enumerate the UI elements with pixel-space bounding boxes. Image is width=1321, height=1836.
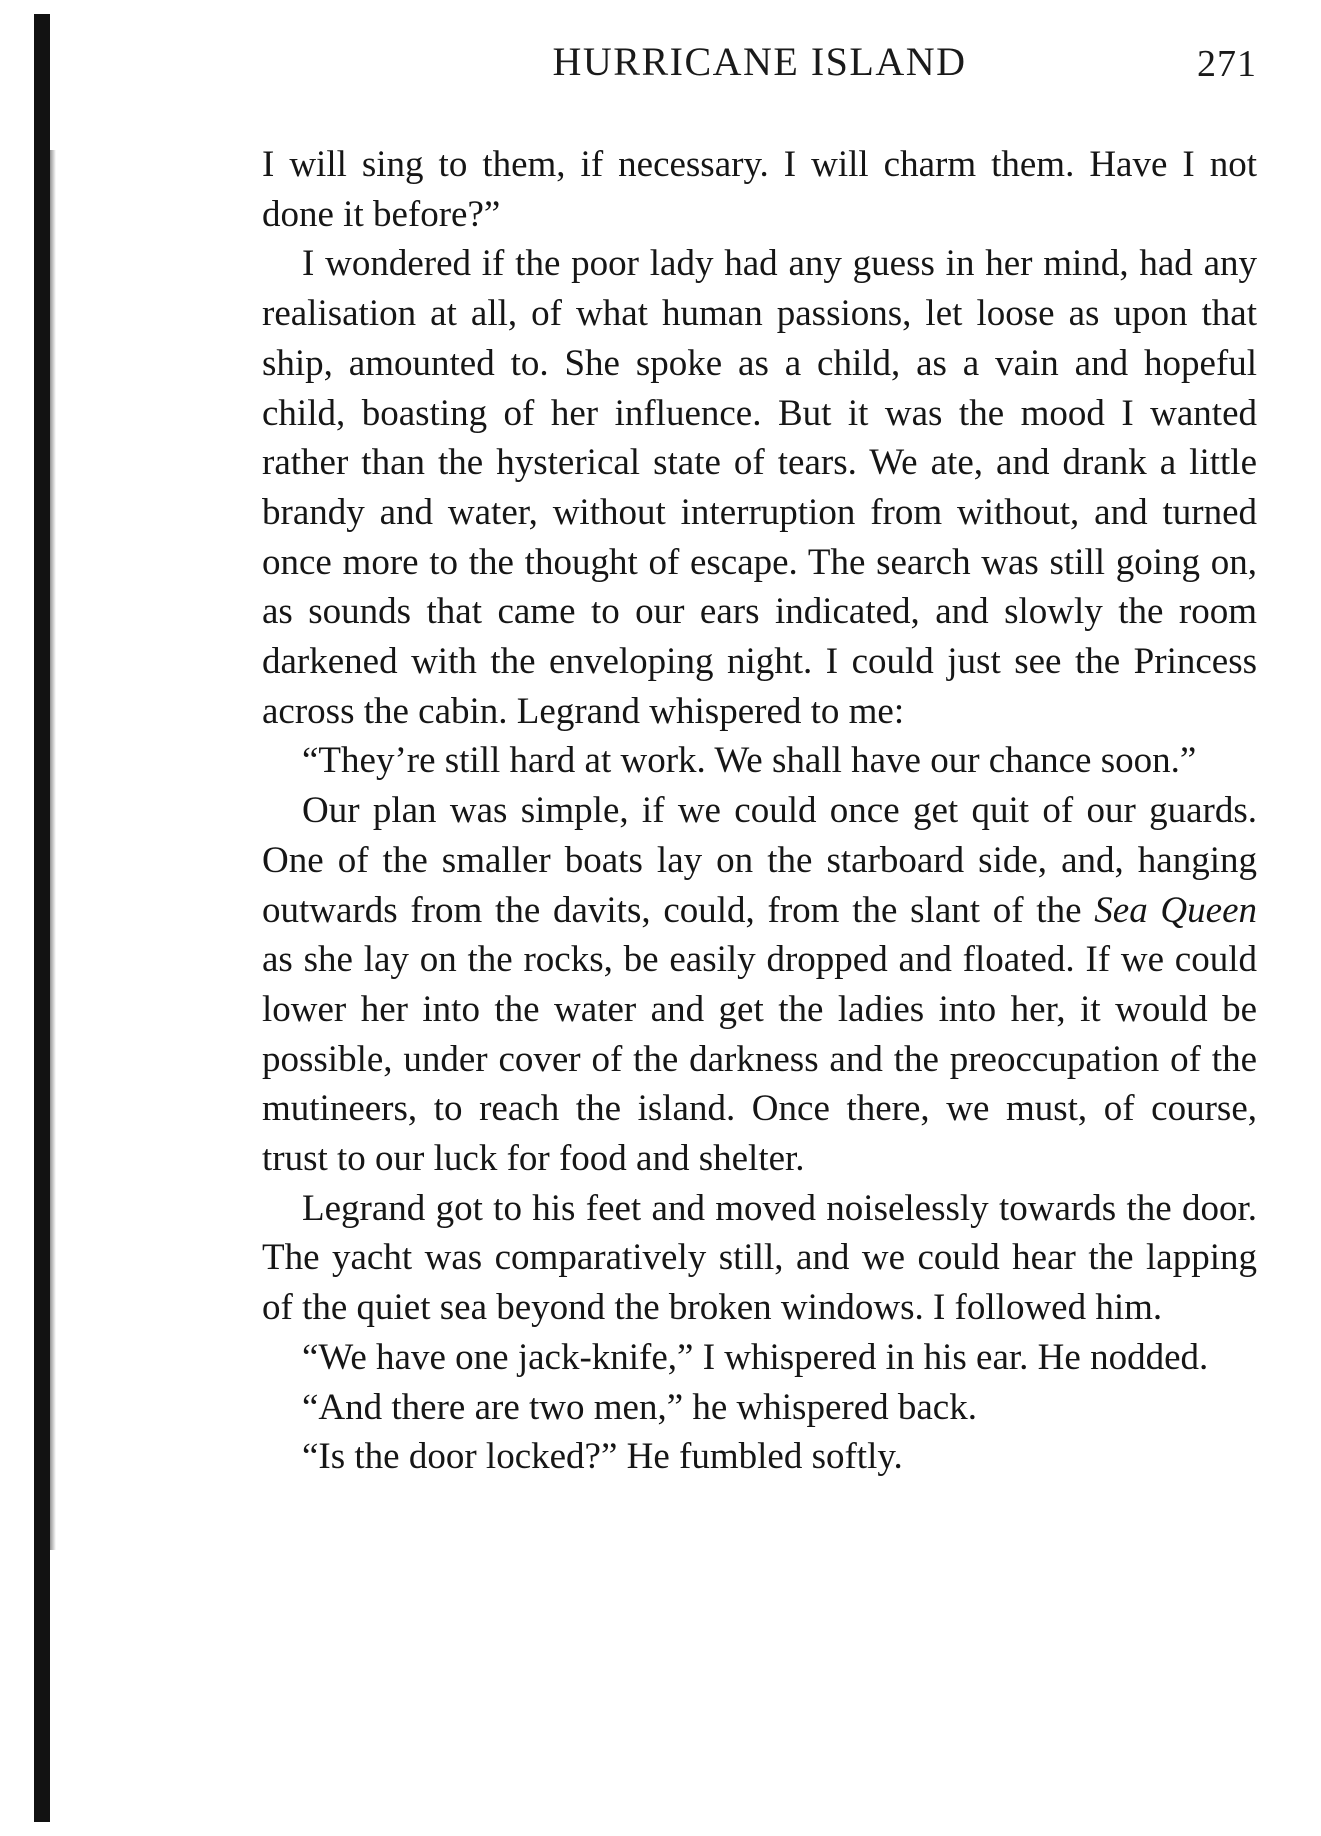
- paragraph-text: as she lay on the rocks, be easily dropped and floated. If we could lower her into the water and get the ladies into her, it would be possible, under cover of the darkness and the preoccupation of the mutineers, to reach the island. Once there, we must, of course, trust to our luck for food and shelter.: [262, 939, 1257, 1180]
- gutter-edge: [50, 150, 56, 1550]
- paragraph-dialogue: “And there are two men,” he whispered back.: [302, 1386, 977, 1428]
- ship-name: Sea Queen: [1094, 889, 1257, 931]
- running-head: HURRICANE ISLAND: [552, 39, 967, 84]
- page-header: [262, 28, 1257, 98]
- page-number: 271: [1197, 43, 1257, 85]
- paragraph-dialogue: “We have one jack-knife,” I whispered in his ear. He nodded.: [302, 1336, 1209, 1378]
- paragraph-escape-plan: [262, 786, 1257, 1184]
- body-text: [262, 140, 1257, 1482]
- paragraph: I wondered if the poor lady had any guess in her mind, had any realisation at all, of what human passions, let loose as upon that ship, amounted to. She spoke as a child, as a vain and hopeful child, boasting of her influence. But it was the mood I wanted rather than the hysterical state of tears. We ate, and drank a little brandy and water, without interruption from without, and turned once more to the thought of escape. The search was still going on, as sounds that came to our ears indicated, and slowly the room darkened with the enveloping night. I could just see the Princess across the cabin. Legrand whispered to me:: [262, 243, 1257, 732]
- paragraph-dialogue: “Is the door locked?” He fumbled softly.: [302, 1436, 903, 1478]
- paragraph: Legrand got to his feet and moved noiselessly towards the door. The yacht was comparatively still, and we could hear the lapping of the quiet sea beyond the broken windows. I followed him.: [262, 1187, 1257, 1329]
- paragraph-text: Our plan was simple, if we could once get quit of our guards. One of the smaller boats lay on the starboard side, and, hanging outwards from the davits, could, from the slant of the: [262, 790, 1257, 931]
- paragraph-dialogue: “They’re still hard at work. We shall have our chance soon.”: [302, 740, 1197, 782]
- book-spine-shadow: [34, 14, 50, 1822]
- paragraph-continuation: I will sing to them, if necessary. I will charm them. Have I not done it before?”: [262, 144, 1257, 235]
